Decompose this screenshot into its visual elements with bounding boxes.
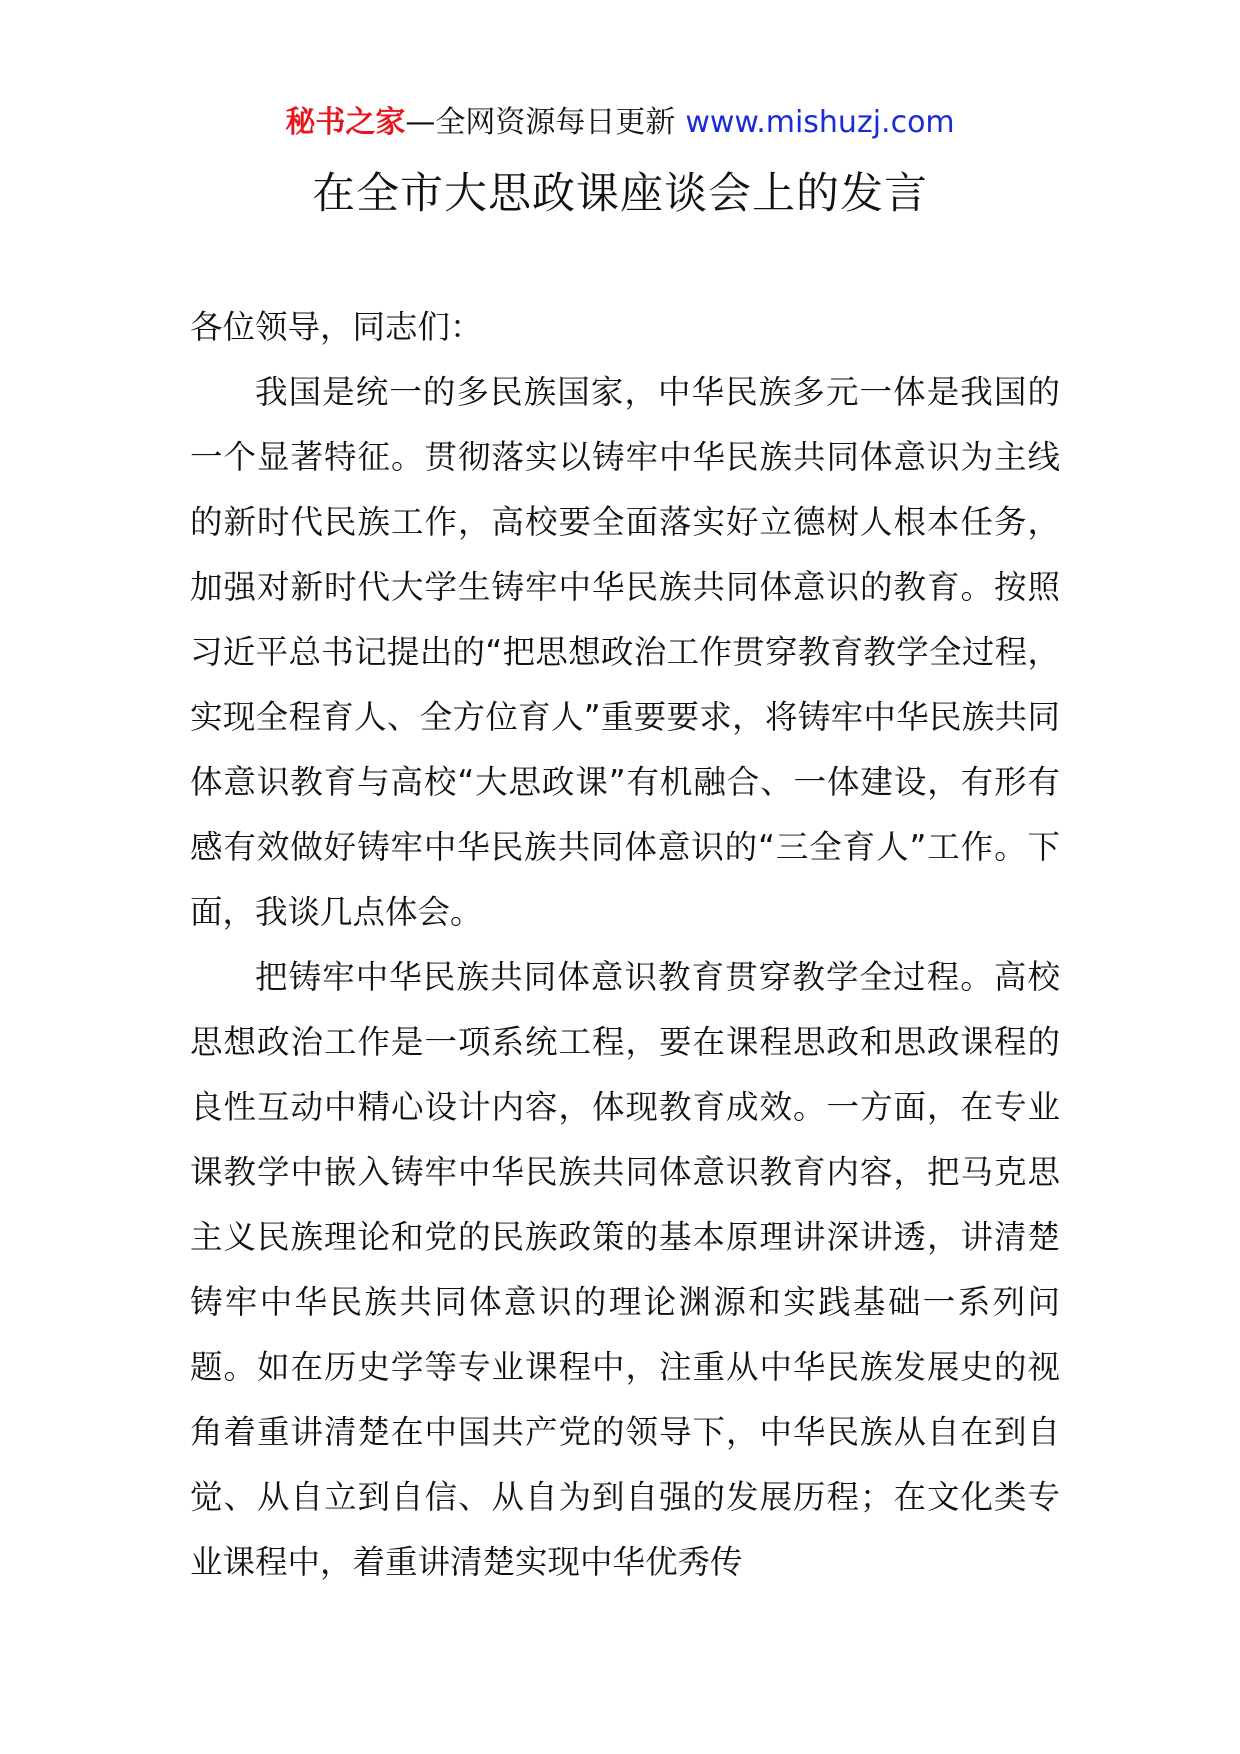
document-title: 在全市大思政课座谈会上的发言 <box>312 169 928 219</box>
site-slogan: —全网资源每日更新 <box>405 105 676 140</box>
site-url-link[interactable]: www.mishuzj.com <box>685 105 955 140</box>
site-header <box>0 102 1240 144</box>
paragraph: 我国是统一的多民族国家，中华民族多元一体是我国的一个显著特征。贯彻落实以铸牢中华民族共同体意识为主线的新时代民族工作，高校要全面落实好立德树人根本任务，加强对新时代大学生铸牢中华民族共同体意识的教育。按照习近平总书记提出的“把思想政治工作贯穿教育教学全过程，实现全程育人、全方位育人”重要要求，将铸牢中华民族共同体意识教育与高校“大思政课”有机融合、一体建设，有形有感有效做好铸牢中华民族共同体意识的“三全育人”工作。下面，我谈几点体会。 <box>190 373 1060 931</box>
document-body <box>190 295 1060 1595</box>
brand-name: 秘书之家 <box>285 105 406 140</box>
paragraph: 把铸牢中华民族共同体意识教育贯穿教学全过程。高校思想政治工作是一项系统工程，要在课程思政和思政课程的良性互动中精心设计内容，体现教育成效。一方面，在专业课教学中嵌入铸牢中华民族共同体意识教育内容，把马克思主义民族理论和党的民族政策的基本原理讲深讲透，讲清楚铸牢中华民族共同体意识的理论渊源和实践基础一系列问题。如在历史学等专业课程中，注重从中华民族发展史的视角着重讲清楚在中国共产党的领导下，中华民族从自在到自觉、从自立到自信、从自为到自强的发展历程；在文化类专业课程中，着重讲清楚实现中华优秀传 <box>190 958 1060 1581</box>
salutation: 各位领导，同志们： <box>190 308 483 346</box>
